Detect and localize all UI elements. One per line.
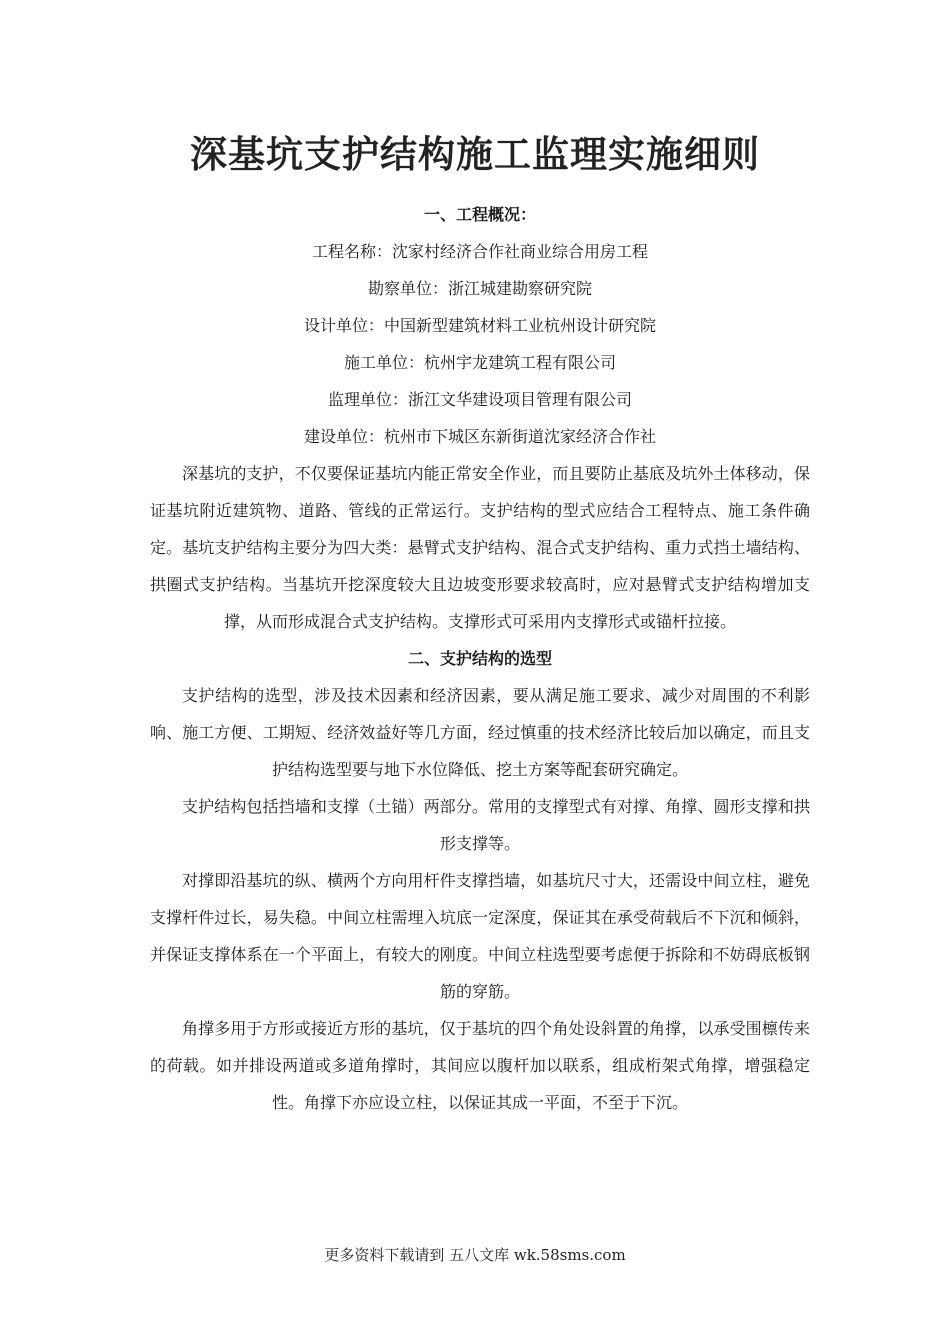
info-line-supervision-unit: 监理单位：浙江文华建设项目管理有限公司 xyxy=(327,390,632,409)
info-line-owner-unit: 建设单位：杭州市下城区东新街道沈家经济合作社 xyxy=(303,427,656,446)
paragraph-cross-bracing: 对撑即沿基坑的纵、横两个方向用杆件支撑挡墙，如基坑尺寸大，还需设中间立柱，避免支撑杆件过长，易失稳。中间立柱需埋入坑底一定深度，保证其在承受荷载后不下沉和倾斜，并保证支撑体系在一个平面上，有较大的刚度。中间立柱选型要考虑便于拆除和不妨碍底板钢筋的穿筋。 xyxy=(150,871,810,1001)
document-body xyxy=(150,196,810,1121)
section-heading-selection: 二、支护结构的选型 xyxy=(407,649,552,668)
page-title: 深基坑支护结构施工监理实施细则 xyxy=(190,132,760,176)
section-heading-overview: 一、工程概况： xyxy=(423,205,536,224)
paragraph-support-types: 支护结构包括挡墙和支撑（土锚）两部分。常用的支撑型式有对撑、角撑、圆形支撑和拱形支撑等。 xyxy=(182,797,810,853)
footer-note: 更多资料下载请到 五八文库 wk.58sms.com xyxy=(324,1246,626,1264)
info-line-construction-unit: 施工单位：杭州宇龙建筑工程有限公司 xyxy=(343,353,616,372)
info-line-project-name: 工程名称：沈家村经济合作社商业综合用房工程 xyxy=(311,242,648,261)
paragraph-overview: 深基坑的支护，不仅要保证基坑内能正常安全作业，而且要防止基底及坑外土体移动，保证基坑附近建筑物、道路、管线的正常运行。支护结构的型式应结合工程特点、施工条件确定。基坑支护结构主要分为四大类：悬臂式支护结构、混合式支护结构、重力式挡土墙结构、拱圈式支护结构。当基坑开挖深度较大且边坡变形要求较高时，应对悬臂式支护结构增加支撑，从而形成混合式支护结构。支撑形式可采用内支撑形式或锚杆拉接。 xyxy=(150,464,810,631)
info-line-design-unit: 设计单位：中国新型建筑材料工业杭州设计研究院 xyxy=(303,316,656,335)
paragraph-corner-bracing: 角撑多用于方形或接近方形的基坑，仅于基坑的四个角处设斜置的角撑，以承受围檩传来的荷载。如并排设两道或多道角撑时，其间应以腹杆加以联系，组成桁架式角撑，增强稳定性。角撑下亦应设立柱，以保证其成一平面，不至于下沉。 xyxy=(150,1019,810,1112)
paragraph-selection: 支护结构的选型，涉及技术因素和经济因素，要从满足施工要求、减少对周围的不利影响、施工方便、工期短、经济效益好等几方面，经过慎重的技术经济比较后加以确定，而且支护结构选型要与地下水位降低、挖土方案等配套研究确定。 xyxy=(150,686,810,779)
info-line-survey-unit: 勘察单位：浙江城建勘察研究院 xyxy=(367,279,592,298)
